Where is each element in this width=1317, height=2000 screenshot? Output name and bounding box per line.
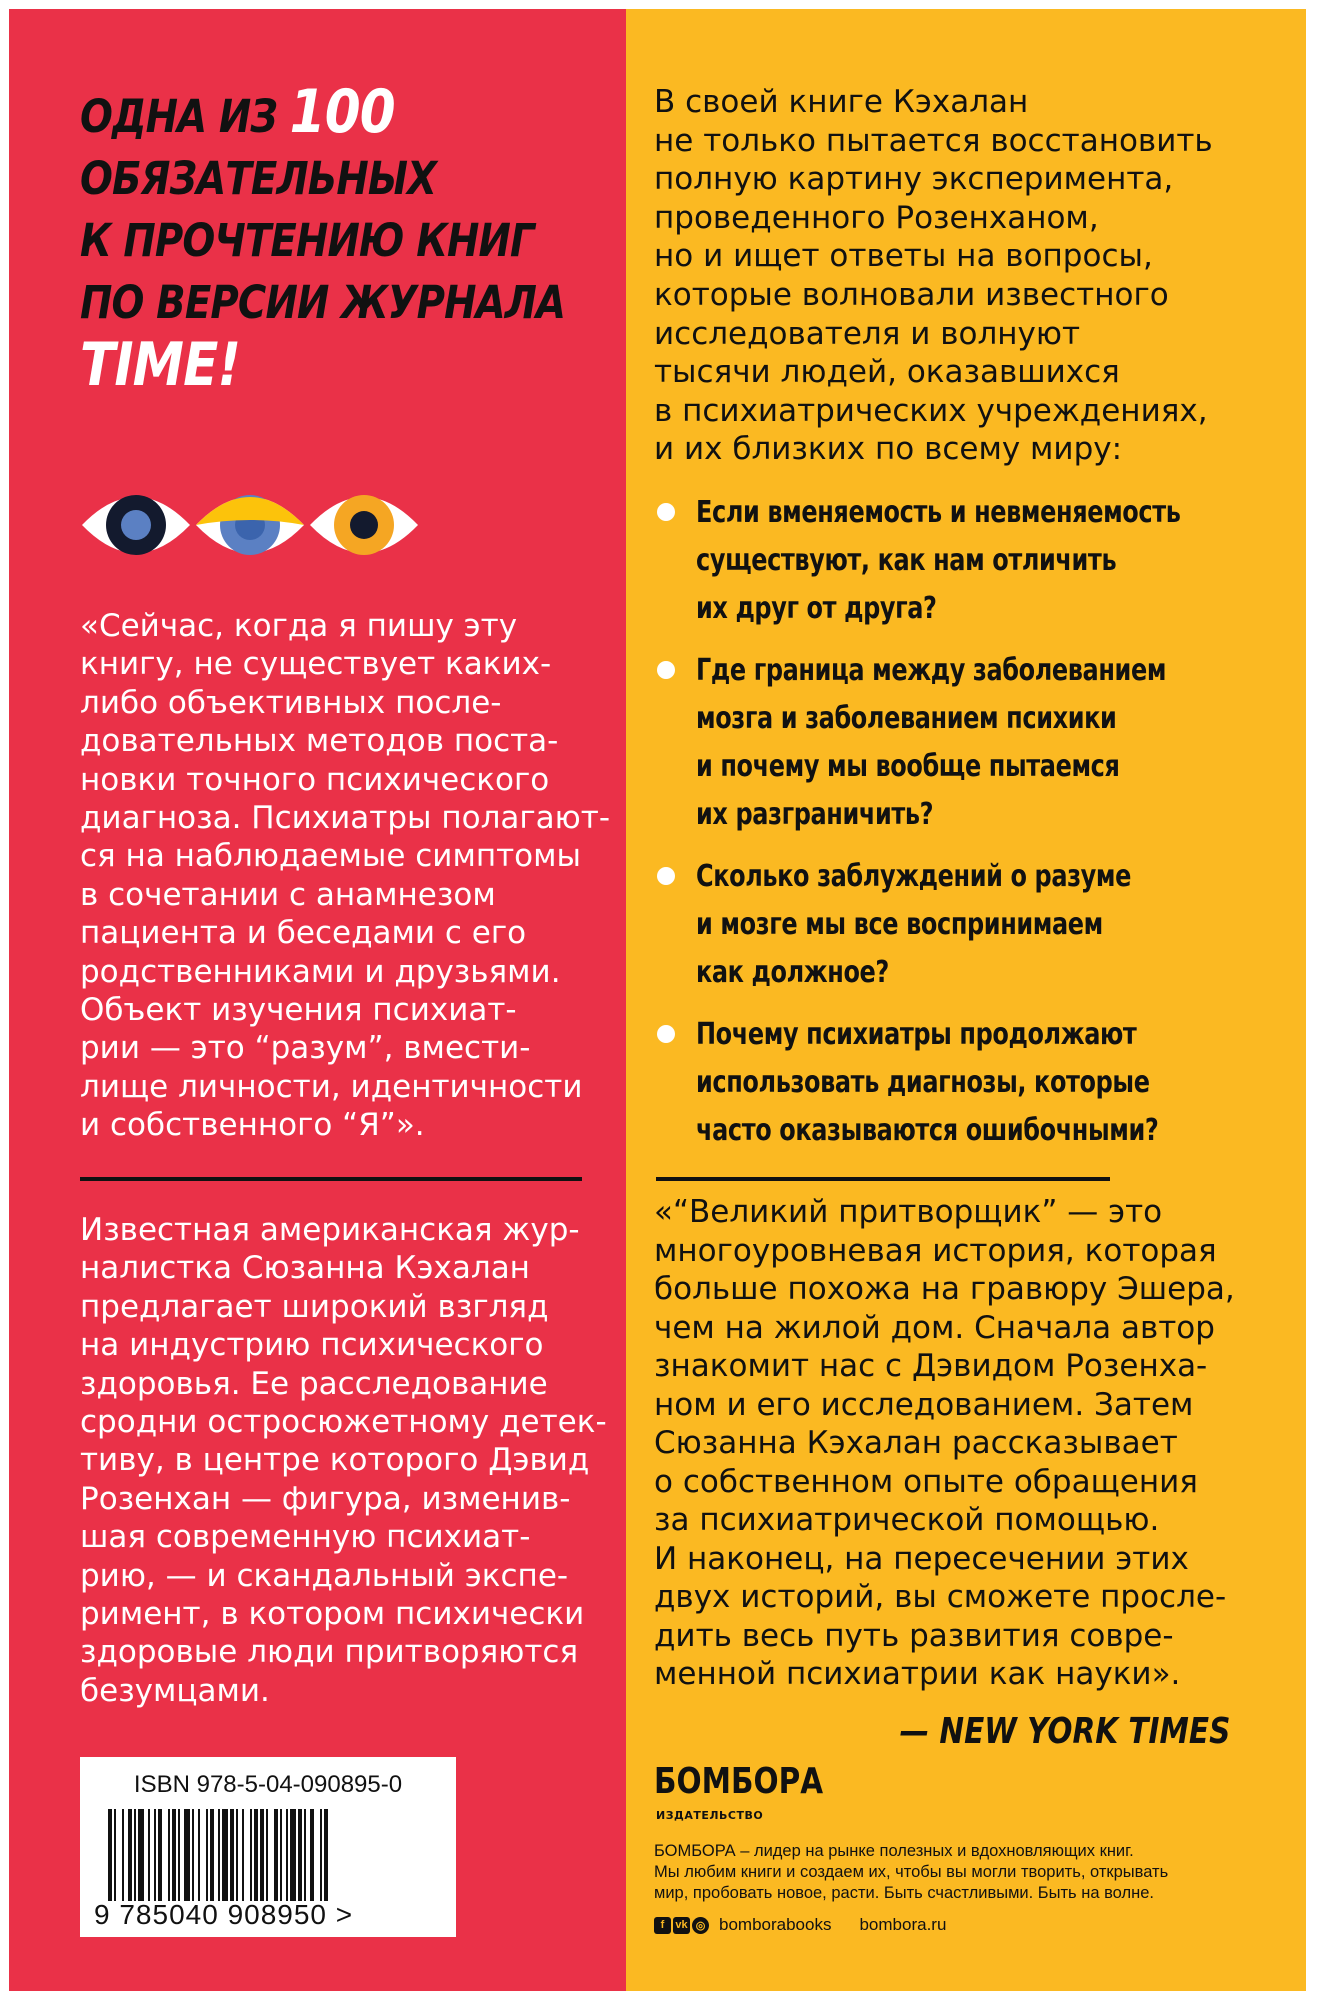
divider: [656, 1177, 1110, 1181]
question-line: Где граница между заболеванием: [696, 653, 1167, 688]
question-line: часто оказываются ошибочными?: [696, 1113, 1159, 1148]
quote-line: довательных методов поста-: [80, 723, 559, 760]
isbn-barcode: [80, 1757, 456, 1937]
barcode-bar: [250, 1809, 252, 1901]
description-line: здоровые люди притворяются: [80, 1634, 579, 1671]
publisher-description: [654, 1841, 1274, 1904]
barcode-bar: [320, 1809, 322, 1901]
review-line: больше похожа на гравюру Эшера,: [654, 1271, 1235, 1307]
opening-quote: [80, 607, 620, 1145]
quote-line: либо объективных после-: [80, 684, 502, 721]
barcode-bar: [222, 1809, 228, 1901]
review-line: двух историй, вы сможете просле-: [654, 1579, 1227, 1615]
review-quote: [654, 1193, 1274, 1694]
quote-line: пациента и беседами с его: [80, 915, 527, 952]
question-line: Почему психиатры продолжают: [696, 1017, 1137, 1052]
description-line: сродни остросюжетному детек-: [80, 1404, 607, 1441]
barcode-bar: [236, 1809, 238, 1901]
bullet-icon: [657, 503, 675, 521]
eye-open-icon: [82, 495, 190, 555]
barcode-bars: [108, 1809, 428, 1901]
barcode-bar: [198, 1809, 200, 1901]
review-line: И наконец, на пересечении этих: [654, 1540, 1189, 1577]
barcode-bar: [218, 1809, 220, 1901]
description-line: на индустрию психического: [80, 1327, 544, 1364]
question-item: [654, 1011, 1284, 1155]
facebook-icon[interactable]: f: [654, 1917, 671, 1934]
quote-attribution: — NEW YORK TIMES: [899, 1711, 1230, 1752]
headline-number: 100: [289, 77, 395, 147]
question-line: и мозге мы все воспринимаем: [696, 907, 1103, 942]
barcode-bar: [192, 1809, 194, 1901]
review-line: ном и его исследованием. Затем: [654, 1386, 1194, 1423]
description-line: здоровья. Ее расследование: [80, 1365, 548, 1402]
divider: [80, 1177, 582, 1181]
quote-line: родственниками и друзьями.: [80, 953, 561, 990]
question-item: [654, 489, 1284, 647]
publisher-line: БОМБОРА – лидер на рынке полезных и вдохновляющих книг.: [654, 1842, 1134, 1860]
question-line: их разграничить?: [696, 797, 934, 832]
question-line: Если вменяемость и невменяемость: [696, 495, 1181, 530]
quote-line: книгу, не существует каких-: [80, 646, 552, 683]
question-list: [654, 489, 1284, 1155]
barcode-bar: [138, 1809, 144, 1901]
description-line: Известная американская жур-: [80, 1212, 580, 1248]
publisher-logo: БОМБОРА: [654, 1761, 824, 1802]
barcode-bar: [324, 1809, 328, 1901]
review-line: дить весь путь развития совре-: [654, 1617, 1174, 1654]
intro-line: тысячи людей, оказавшихся: [654, 354, 1120, 391]
quote-line: новки точного психического: [80, 761, 550, 798]
eye-sleepy-icon: [196, 495, 304, 555]
headline-line: ПО ВЕРСИИ ЖУРНАЛА: [80, 276, 566, 329]
question-line: их друг от друга?: [696, 591, 937, 626]
barcode-bar: [290, 1809, 296, 1901]
barcode-bar: [134, 1809, 136, 1901]
headline-line: ОДНА ИЗ: [80, 90, 278, 143]
barcode-bar: [172, 1809, 176, 1901]
barcode-bar: [286, 1809, 288, 1901]
question-line: Сколько заблуждений о разуме: [696, 859, 1132, 894]
barcode-bar: [148, 1809, 150, 1901]
review-line: «“Великий притворщик” — это: [654, 1194, 1163, 1230]
quote-line: «Сейчас, когда я пишу эту: [80, 608, 518, 644]
social-handle[interactable]: bomborabooks: [719, 1915, 832, 1934]
headline: [80, 77, 566, 400]
intro-line: в психиатрических учреждениях,: [654, 392, 1208, 429]
description-line: безумцами.: [80, 1672, 270, 1709]
barcode-bar: [168, 1809, 170, 1901]
intro-line: и их близких по всему миру:: [654, 431, 1123, 468]
barcode-bar: [128, 1809, 132, 1901]
description-line: рию, — и скандальный экспе-: [80, 1557, 569, 1594]
description-line: шая современную психиат-: [80, 1519, 531, 1556]
barcode-bar: [266, 1809, 268, 1901]
publisher-line: Мы любим книги и создаем их, чтобы вы могли творить, открывать: [654, 1863, 1169, 1881]
barcode-bar: [254, 1809, 258, 1901]
question-line: и почему мы вообще пытаемся: [696, 749, 1120, 784]
review-line: знакомит нас с Дэвидом Розенха-: [654, 1348, 1208, 1384]
intro-line: не только пытается восстановить: [654, 122, 1213, 159]
headline-line: ОБЯЗАТЕЛЬНЫХ: [80, 152, 437, 205]
question-line: существуют, как нам отличить: [696, 543, 1117, 578]
eye-orange-icon: [310, 495, 418, 555]
review-line: менной психиатрии как науки».: [654, 1656, 1181, 1692]
review-line: за психиатрической помощью.: [654, 1502, 1160, 1538]
quote-line: лище личности, идентичности: [80, 1068, 583, 1105]
barcode-bar: [184, 1809, 190, 1901]
question-line: как должное?: [696, 955, 889, 990]
question-line: мозга и заболеванием психики: [696, 701, 1117, 736]
barcode-bar: [206, 1809, 208, 1901]
website-link[interactable]: bombora.ru: [859, 1915, 947, 1934]
book-description: [80, 1211, 620, 1710]
barcode-digits: 9 785040 908950 >: [94, 1899, 354, 1930]
quote-line: диагноза. Психиатры полагают-: [80, 800, 611, 837]
review-line: чем на жилой дом. Сначала автор: [654, 1309, 1215, 1346]
vk-icon[interactable]: vk: [673, 1917, 690, 1934]
question-line: использовать диагнозы, которые: [696, 1065, 1150, 1100]
quote-line: и собственного “Я”».: [80, 1107, 425, 1144]
review-line: о собственном опыте обращения: [654, 1463, 1198, 1500]
description-line: налистка Сюзанна Кэхалан: [80, 1250, 530, 1287]
bullet-icon: [657, 867, 675, 885]
intro-line: проведенного Розенханом,: [654, 199, 1099, 236]
intro-line: В своей книге Кэхалан: [654, 84, 1029, 120]
description-line: тиву, в центре которого Дэвид: [80, 1442, 590, 1479]
intro-line: полную картину эксперимента,: [654, 161, 1174, 198]
intro-line: которые волновали известного: [654, 276, 1169, 313]
barcode-bar: [304, 1809, 306, 1901]
barcode-bar: [230, 1809, 234, 1901]
bullet-icon: [657, 1025, 675, 1043]
quote-line: ся на наблюдаемые симптомы: [80, 838, 581, 875]
isbn-number: ISBN 978-5-04-090895-0: [133, 1771, 403, 1798]
barcode-bar: [108, 1809, 112, 1901]
description-line: Розенхан — фигура, изменив-: [80, 1480, 571, 1517]
bullet-icon: [657, 661, 675, 679]
quote-line: Объект изучения психиат-: [80, 992, 517, 1029]
review-line: многоуровневая история, которая: [654, 1232, 1217, 1269]
barcode-bar: [260, 1809, 264, 1901]
intro-line: но и ищет ответы на вопросы,: [654, 238, 1153, 275]
barcode-bar: [114, 1809, 116, 1901]
barcode-bar: [154, 1809, 156, 1901]
barcode-bar: [122, 1809, 124, 1901]
headline-line: К ПРОЧТЕНИЮ КНИГ: [80, 214, 534, 267]
left-panel: [9, 9, 626, 1991]
barcode-bar: [310, 1809, 314, 1901]
right-panel: [626, 9, 1306, 1991]
publisher-subtitle: ИЗДАТЕЛЬСТВО: [656, 1809, 764, 1822]
intro-line: исследователя и волнуют: [654, 315, 1081, 352]
barcode-bar: [210, 1809, 214, 1901]
barcode-bar: [158, 1809, 162, 1901]
question-item: [654, 853, 1284, 1011]
headline-time: TIME!: [80, 330, 241, 400]
barcode-bar: [298, 1809, 302, 1901]
quote-line: в сочетании с анамнезом: [80, 876, 496, 913]
question-item: [654, 647, 1284, 853]
barcode-bar: [178, 1809, 180, 1901]
description-line: римент, в котором психически: [80, 1596, 585, 1633]
eyes-illustration: [80, 475, 420, 575]
publisher-line: мир, пробовать новое, расти. Быть счастливыми. Быть на волне.: [654, 1884, 1154, 1902]
barcode-bar: [280, 1809, 282, 1901]
instagram-icon[interactable]: ◎: [692, 1917, 709, 1934]
description-line: предлагает широкий взгляд: [80, 1288, 549, 1325]
intro-text: [654, 83, 1274, 469]
review-line: Сюзанна Кэхалан рассказывает: [654, 1425, 1178, 1461]
quote-line: рии — это “разум”, вмести-: [80, 1030, 531, 1067]
social-links: [654, 1915, 946, 1935]
barcode-bar: [242, 1809, 244, 1901]
barcode-bar: [274, 1809, 278, 1901]
